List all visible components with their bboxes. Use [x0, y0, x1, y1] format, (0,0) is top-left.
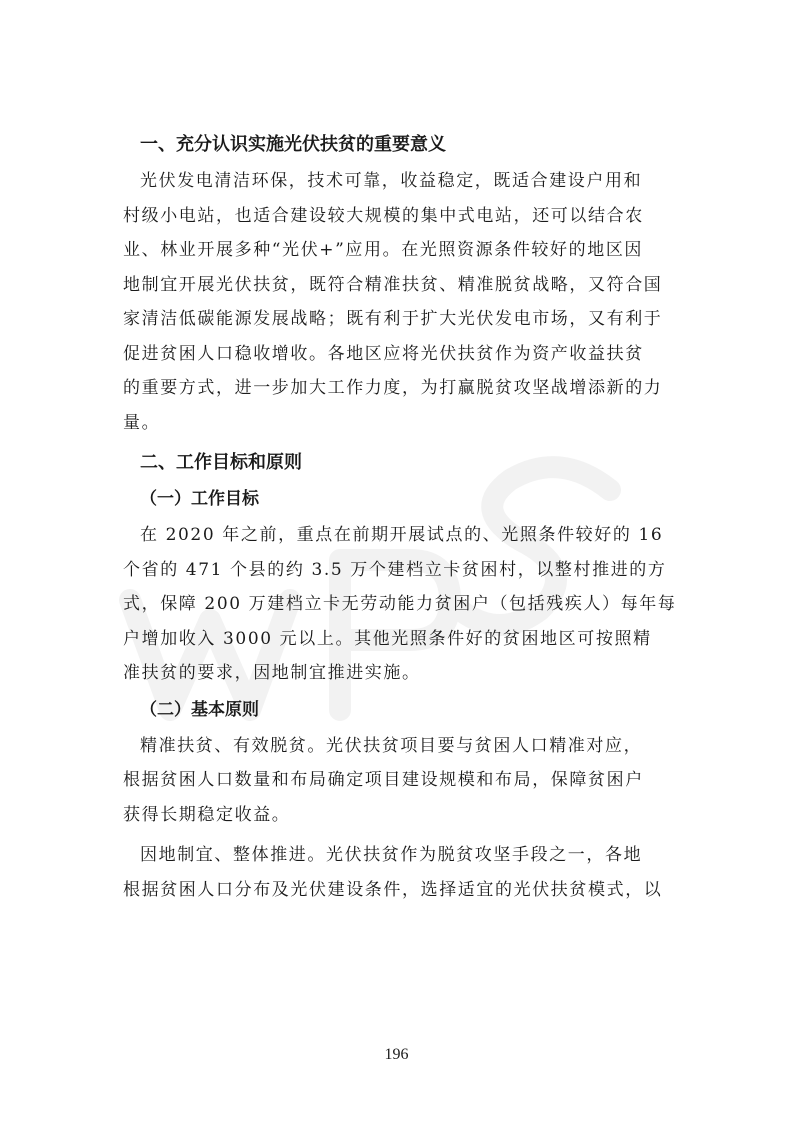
- text-line: 精准扶贫、有效脱贫。光伏扶贫项目要与贫困人口精准对应，: [140, 735, 643, 756]
- text-line: 地制宜开展光伏扶贫，既符合精准扶贫、精准脱贫战略，又符合国: [123, 274, 663, 295]
- subsection-title-goals: （一）工作目标: [140, 489, 259, 509]
- text-line: 获得长期稳定收益。: [123, 804, 291, 825]
- text-line: 因地制宜、整体推进。光伏扶贫作为脱贫攻坚手段之一，各地: [140, 845, 643, 865]
- text-line: 个省的 471 个县的约 3.5 万个建档立卡贫困村，以整村推进的方: [123, 559, 667, 580]
- text-line: 业、林业开展多种“光伏+”应用。在光照资源条件较好的地区因: [123, 240, 644, 260]
- text-line: 促进贫困人口稳收增收。各地区应将光伏扶贫作为资产收益扶贫: [123, 343, 644, 364]
- text-line: 的重要方式，进一步加大工作力度，为打赢脱贫攻坚战增添新的力: [123, 378, 663, 398]
- page-number: 196: [384, 1046, 409, 1063]
- text-line: 户增加收入 3000 元以上。其他光照条件好的贫困地区可按照精: [123, 628, 652, 649]
- paragraph-principle-local: [123, 838, 688, 907]
- document-body: [123, 126, 688, 907]
- paragraph-significance: [123, 164, 688, 440]
- paragraph-principle-precise: [123, 729, 688, 833]
- text-line: 根据贫困人口数量和布局确定项目建设规模和布局，保障贫困户: [123, 770, 644, 790]
- text-line: 光伏发电清洁环保，技术可靠，收益稳定，既适合建设户用和: [140, 171, 643, 191]
- section-heading-2: 二、工作目标和原则: [140, 452, 302, 473]
- text-line: 根据贫困人口分布及光伏建设条件，选择适宜的光伏扶贫模式，以: [123, 879, 663, 900]
- text-line: 家清洁低碳能源发展战略；既有利于扩大光伏发电市场，又有利于: [123, 309, 663, 329]
- paragraph-goals: [123, 518, 688, 691]
- text-line: 量。: [123, 412, 161, 433]
- text-line: 准扶贫的要求，因地制宜推进实施。: [123, 663, 421, 683]
- text-line: 在 2020 年之前，重点在前期开展试点的、光照条件较好的 16: [140, 525, 664, 545]
- text-line: 式，保障 200 万建档立卡无劳动能力贫困户（包括残疾人）每年每: [123, 594, 677, 614]
- subsection-title-principles: （二）基本原则: [140, 699, 259, 720]
- text-line: 村级小电站，也适合建设较大规模的集中式电站，还可以结合农: [123, 205, 644, 226]
- section-heading-1: 一、充分认识实施光伏扶贫的重要意义: [140, 134, 446, 155]
